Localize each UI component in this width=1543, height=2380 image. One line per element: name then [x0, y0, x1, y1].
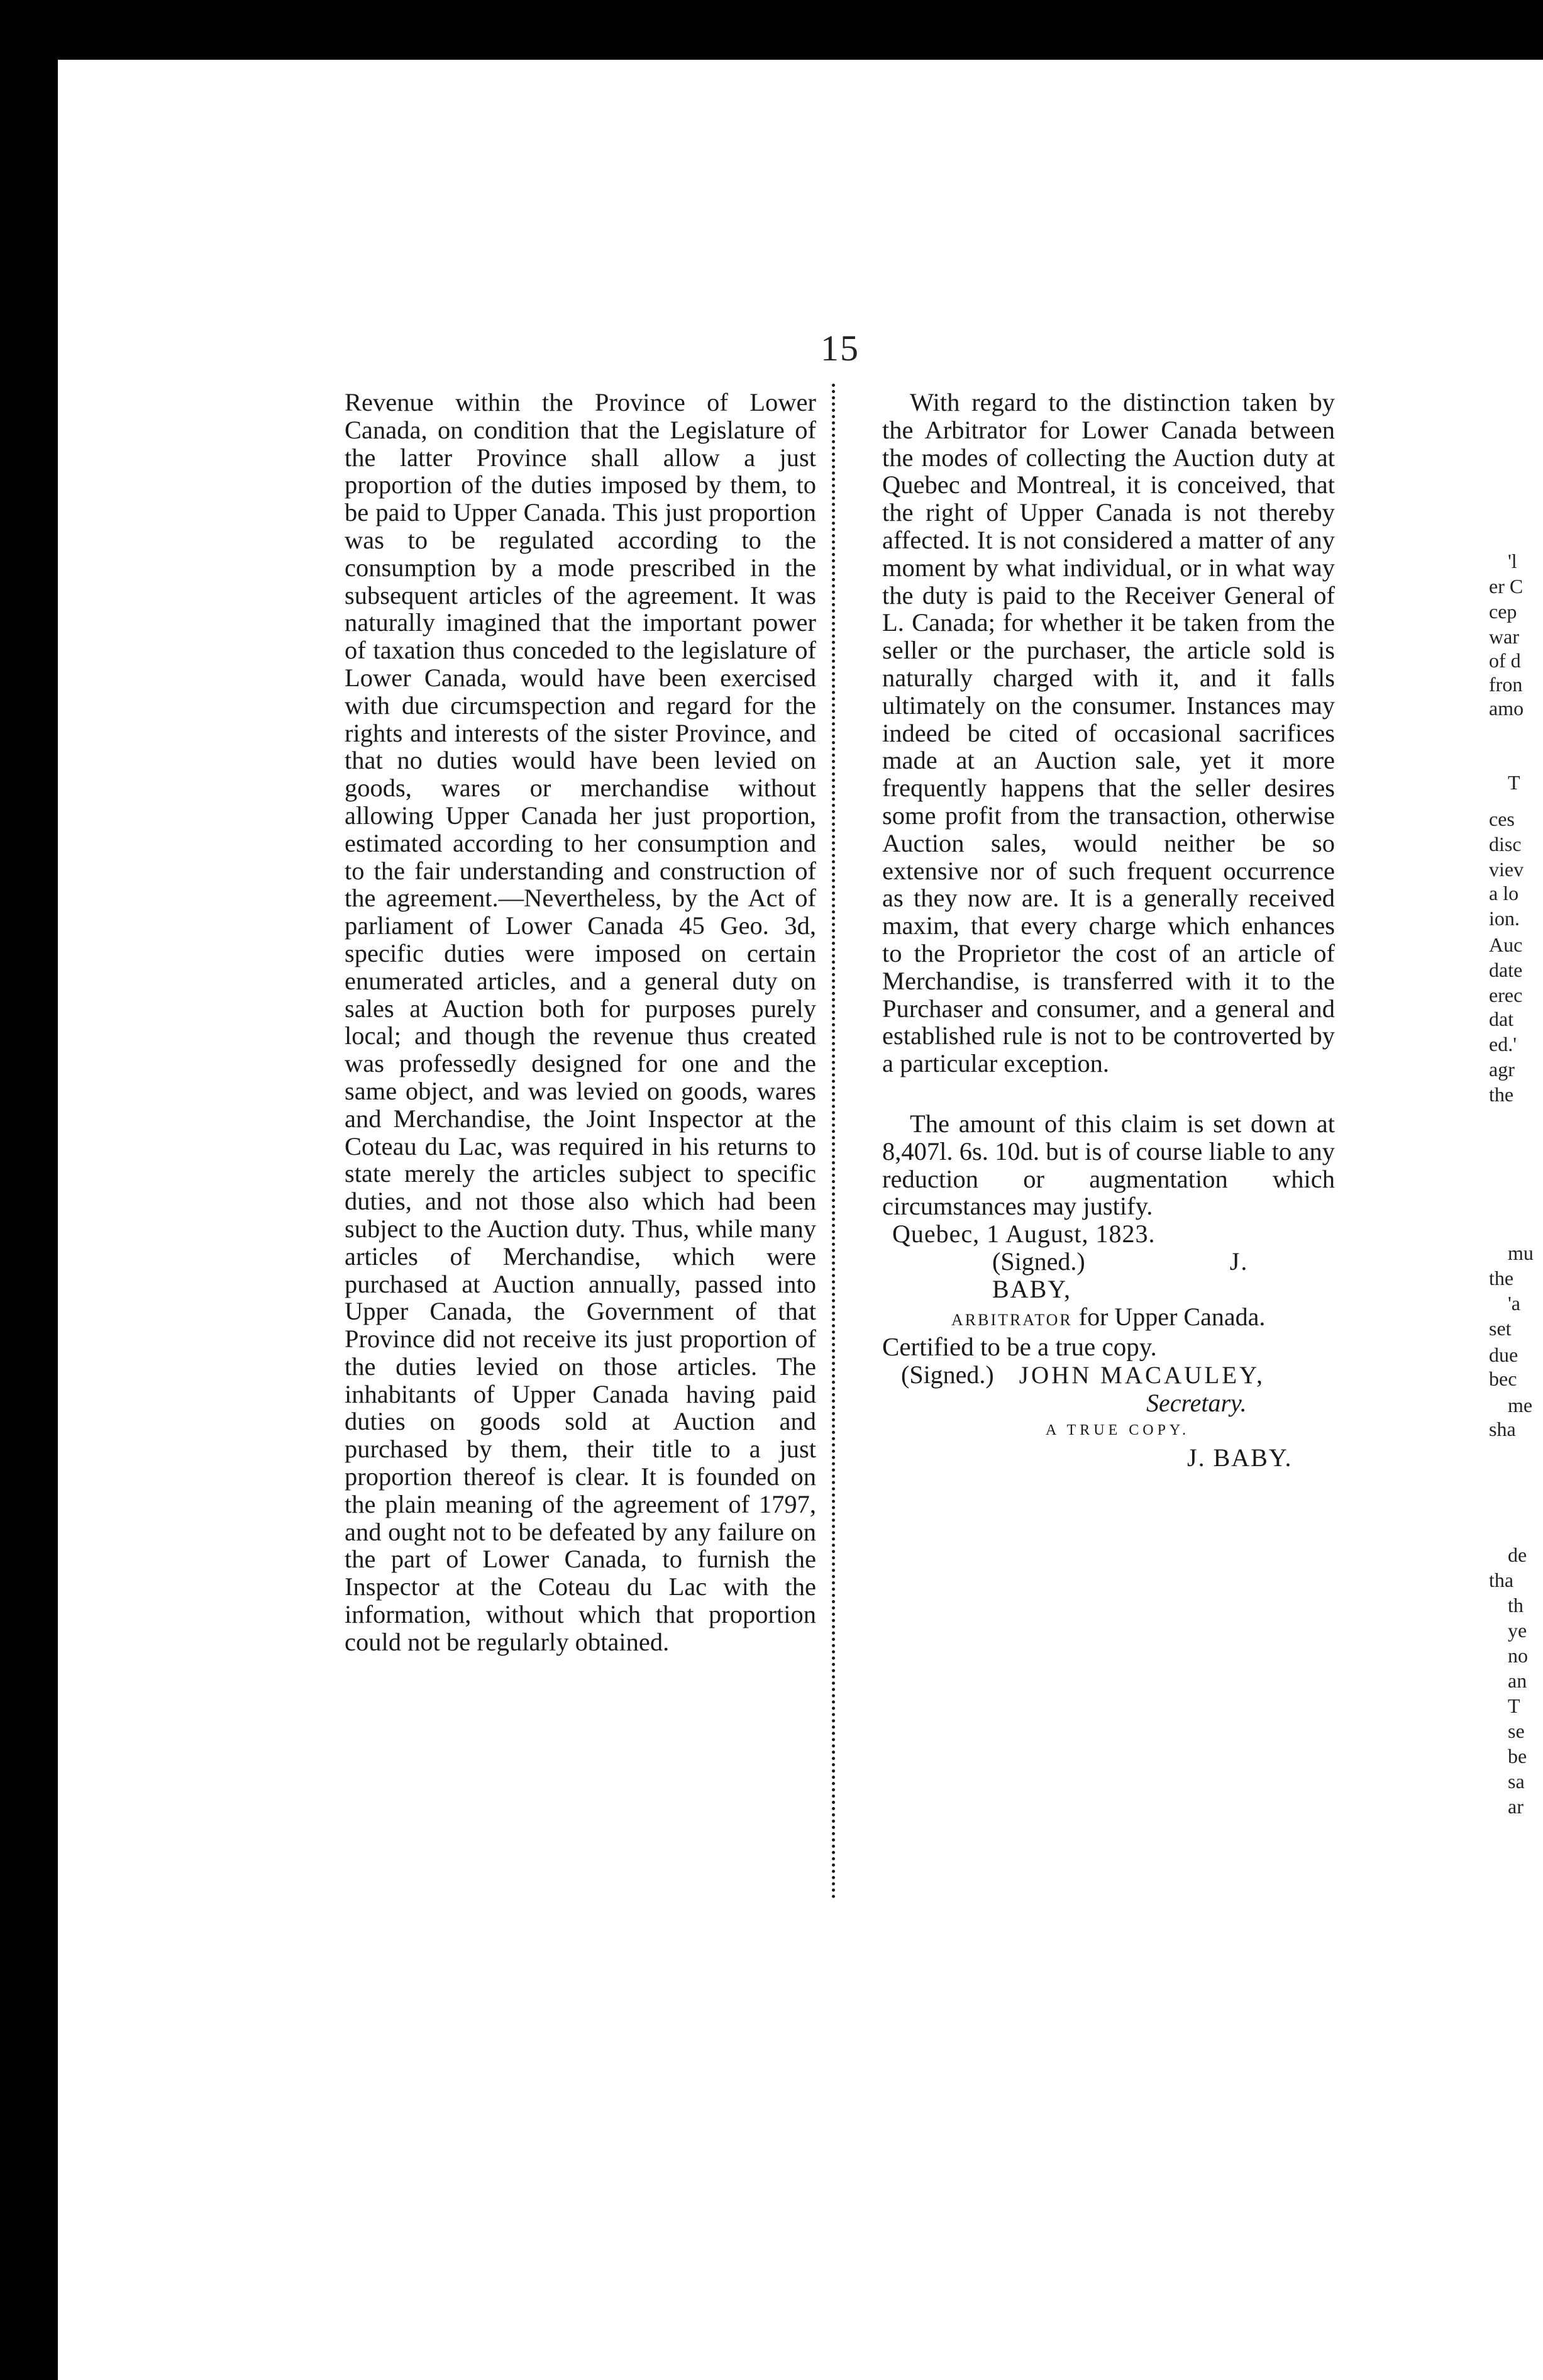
bleed-fragment: de: [1508, 1543, 1527, 1566]
certified-line: Certified to be a true copy.: [882, 1332, 1157, 1362]
bleed-fragment: Auc: [1489, 933, 1523, 956]
true-copy-label: A TRUE COPY.: [1046, 1421, 1190, 1438]
bleed-fragment: dat: [1489, 1008, 1514, 1030]
bleed-fragment: ces: [1489, 808, 1515, 830]
bleed-fragment: cep: [1489, 600, 1517, 623]
bleed-fragment: amo: [1489, 697, 1524, 720]
signature-line: [882, 1248, 1335, 1303]
arbitrator-line: [882, 1303, 1335, 1334]
bleed-fragment: be: [1508, 1745, 1527, 1767]
bleed-fragment: mu: [1508, 1242, 1534, 1264]
claim-amount-paragraph: The amount of this claim is set down at 8,407l. 6s. 10d. but is of course liable to any reduction or augmentation which circumstances may justify.: [882, 1109, 1335, 1221]
bleed-fragment: of d: [1489, 649, 1521, 672]
bleed-fragment: an: [1508, 1669, 1527, 1692]
left-column-paragraph: Revenue within the Province of Lower Canada, on condition that the Legislature of the latter Province shall allow a just proportion of the duties imposed by them, to be paid to Upper Canada. This just proportion was to be regulated according to the consumption by a mode prescribed in the subsequent articles of the agreement. It was naturally imagined that the important power of taxation thus conceded to the legislature of Lower Canada, would have been exercised with due circumspection and regard for the rights and interests of the sister Province, and that no duties would have been levied on goods, wares or merchandise without allowing Upper Canada her just proportion, estimated according to her consumption and to the fair understanding and construction of the agreement.—Nevertheless, by the Act of parliament of Lower Canada 45 Geo. 3d, specific duties were imposed on certain enumerated articles, and a general duty on sales at Auction both for purposes purely local; and though the revenue thus created was professedly designed for one and the same object, and was levied on goods, wares and Merchandise, the Joint Inspector at the Coteau du Lac, was required in his returns to state merely the articles subject to specific duties, and not those also which had been subject to the Auction duty. Thus, while many articles of Merchandise, which were purchased at Auction annually, passed into Upper Canada, the Government of that Province did not receive its just proportion of the duties levied on those articles. The inhabitants of Upper Canada having paid duties on goods sold at Auction and purchased by them, their title to a just proportion thereof is clear. It is founded on the plain meaning of the agreement of 1797, and ought not to be defeated by any failure on the part of Lower Canada, to furnish the Inspector at the Coteau du Lac with the information, without which that proportion could not be regularly obtained.: [345, 388, 816, 1656]
bleed-fragment: tha: [1489, 1569, 1514, 1591]
bleed-fragment: date: [1489, 959, 1523, 981]
bleed-fragment: viev: [1489, 858, 1524, 881]
bleed-fragment: T: [1508, 771, 1520, 794]
facing-page-bleed: [1485, 547, 1543, 1931]
bleed-fragment: erec: [1489, 984, 1523, 1006]
signed-label-2: (Signed.): [901, 1360, 994, 1389]
secretary-signature-line: [882, 1361, 1335, 1389]
final-signature: J. BABY.: [1187, 1443, 1293, 1472]
bleed-fragment: bec: [1489, 1367, 1517, 1390]
bleed-fragment: me: [1508, 1394, 1533, 1416]
bleed-fragment: T: [1508, 1694, 1520, 1717]
bleed-fragment: fron: [1489, 673, 1523, 696]
date-line: Quebec, 1 August, 1823.: [892, 1220, 1156, 1248]
bleed-fragment: ar: [1508, 1795, 1524, 1818]
bleed-fragment: the: [1489, 1267, 1514, 1289]
bleed-fragment: set: [1489, 1317, 1512, 1340]
bleed-fragment: ion.: [1489, 907, 1520, 930]
bleed-fragment: er C: [1489, 575, 1524, 598]
right-column: [882, 389, 1335, 1472]
bleed-fragment: no: [1508, 1644, 1528, 1667]
left-column: [345, 389, 816, 1656]
column-divider-rule: [832, 384, 835, 1899]
bleed-fragment: war: [1489, 625, 1519, 648]
arbitrator-for: for Upper Canada.: [1078, 1302, 1266, 1331]
bleed-fragment: ye: [1508, 1619, 1527, 1642]
signer-name: J. BABY,: [992, 1247, 1249, 1303]
bleed-fragment: disc: [1489, 833, 1522, 855]
bleed-fragment: 'l: [1508, 550, 1517, 572]
page-corner-fold: [58, 60, 146, 72]
secretary-title: Secretary.: [1146, 1388, 1247, 1417]
signed-label: (Signed.): [992, 1247, 1085, 1276]
secretary-name: JOHN MACAULEY,: [1019, 1362, 1265, 1389]
bleed-fragment: se: [1508, 1720, 1525, 1742]
bleed-fragment: 'a: [1508, 1292, 1520, 1315]
distinction-paragraph: With regard to the distinction taken by the Arbitrator for Lower Canada between the modes of collecting the Auction duty at Quebec and Montreal, it is conceived, that the right of Upper Canada is not thereby affected. It is not considered a matter of any moment by what individual, or in what way the duty is paid to the Receiver General of L. Canada; for whether it be taken from the seller or the purchaser, the article sold is naturally charged with it, and it falls ultimately on the consumer. Instances may indeed be cited of occasional sacrifices made at an Auction sale, yet it more frequently happens that the seller desires some profit from the transaction, otherwise Auction sales, would neither be so extensive nor of such frequent occurrence as they now are. It is a generally received maxim, that every charge which enhances to the Proprietor the cost of an article of Merchandise, is transferred with it to the Purchaser and consumer, and a general and established rule is not to be controverted by a particular exception.: [882, 388, 1335, 1078]
bleed-fragment: due: [1489, 1343, 1518, 1366]
bleed-fragment: sha: [1489, 1418, 1516, 1440]
bleed-fragment: ed.': [1489, 1033, 1517, 1055]
arbitrator-label: ARBITRATOR: [951, 1310, 1073, 1329]
bleed-fragment: th: [1508, 1594, 1524, 1616]
page-number: 15: [821, 328, 860, 369]
bleed-fragment: agr: [1489, 1058, 1515, 1081]
bleed-fragment: sa: [1508, 1770, 1525, 1793]
bleed-fragment: a lo: [1489, 882, 1519, 904]
bleed-fragment: the: [1489, 1083, 1514, 1106]
